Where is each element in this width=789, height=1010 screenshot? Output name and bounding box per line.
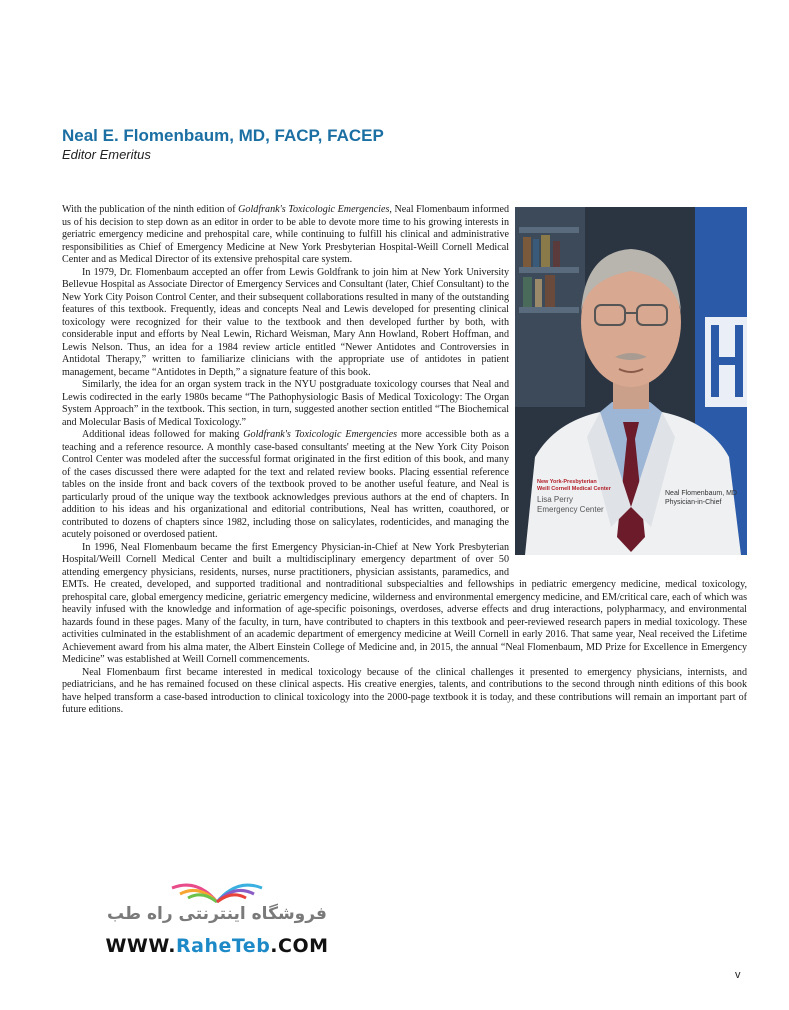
badge-line: Lisa Perry [537,495,574,504]
name-tag-line: Physician-in-Chief [665,499,722,506]
paragraph-4: Additional ideas followed for making Goldfrank's Toxicologic Emergencies more accessible both as a teaching and a reference resource. A monthly case-based consultants' meeting at the New York City Poison Control Center was modeled after the successful format originated in the first edition of this book, and many of the cases discussed there were adapted for the text and related review books. Placing essential reference tables on the inside front and back covers of the textbook proved to be another useful feature, and Neal is particularly proud of the unique way the textbook acknowledges previous authors at the end of chapters. In addition to his ideas and his organizational and editorial contributions, Neal has written, coauthored, or contributed to dozens of chapters since 1982, including those on salicylates, rodenticides, and managing the acutely poisoned or overdosed patient. [62,429,509,540]
biography-text [62,204,747,717]
book-title: Goldfrank's Toxicologic Emergencies [243,429,398,440]
paragraph-6: Neal Flomenbaum first became interested in medical toxicology because of the clinical challenges it presented to emergency physicians, internists, and pediatricians, and he has remained focused on these clinical aspects. His creative energies, talents, and contributions to the second through ninth editions of this book have helped transform a case-based introduction to clinical toxicology into the 2000-page textbook it is today, and these contributions will remain an important part of future editions. [62,666,747,715]
badge-line: New York-Presbyterian [537,479,597,485]
badge-line: Weill Cornell Medical Center [537,486,611,492]
paragraph-5: In 1996, Neal Flomenbaum became the first Emergency Physician-in-Chief at New York Presbyterian Hospital/Weill Cornell Medical Center and built a multidisciplinary emergency department of over 50 attending emergency physicians, residents, nurses, nurse practitioners, physician assistants, paramedics, and EMTs. He created, developed, and supported traditional and nontraditional subspecialties and fellowships in pediatric emergency medicine, medical toxicology, prehospital care, global emergency medicine, geriatric emergency medicine, wilderness and environmental emergency medicine, and EM/critical care, each of which was heavily infused with the knowledge and information of age-specific poisonings, overdoses, adverse effects and drug interactions, polypharmacy, and environmental hazards found in these pages. Many of the faculty, in turn, have contributed to chapters in this textbook and peer-reviewed research papers in medial toxicology. These activities culminated in the establishment of an academic department of emergency medicine at Weill Cornell in early 2016. That same year, Neal received the Lifetime Achievement award from his alma mater, the Albert Einstein College of Medicine and, in 2015, the annual “Neal Flomenbaum, MD Prize for Excellence in Emergency Medicine” was established at Weill Cornell commencements. [62,541,747,665]
shop-url[interactable]: WWW.RaheTeb.COM [105,935,329,957]
page-number: v [735,969,741,981]
name-tag-line: Neal Flomenbaum, MD [665,490,737,497]
book-title: Goldfrank's Toxicologic Emergencies [238,204,390,215]
photo-spacer [509,204,747,576]
paragraph-1: With the publication of the ninth edition of Goldfrank's Toxicologic Emergencies, Neal Flomenbaum informed us of his decision to step down as an editor in order to be able to devote more time to his growing interests in geriatric emergency medicine and prehospital care, while continuing to fulfill his clinical and administrative responsibilities as Chief of Emergency Medicine at New York Presbyterian Hospital-Weill Cornell Medical Center and as Medical Director of its extensive prehospital care system. [62,204,509,265]
shop-name: فروشگاه اینترنتی راه طب [107,904,327,924]
heading-block [62,126,384,164]
badge-line: Emergency Center [537,505,604,514]
editor-name: Neal E. Flomenbaum, MD, FACP, FACEP [62,126,384,145]
paragraph-2: In 1979, Dr. Flomenbaum accepted an offer from Lewis Goldfrank to join him at New York University Bellevue Hospital as Associate Director of Emergency Services and Consultant (later, Chief Consultant) to the New York City Poison Control Center, and their subsequent collaborations resulted in many of the outstanding features of this textbook. Frequently, ideas and concepts Neal and Lewis developed for presenting clinical toxicology were recognized for their value to the textbook and then developed further by both, with considerable input and efforts by Neal Lewin, Richard Weisman, Mary Ann Howland, Robert Hoffman, and Lewis Nelson. Thus, an idea for a 1984 review article entitled “Newer Antidotes and Controversies in Antidotal Therapy,” written to familiarize clinicians with the appropriate use of antidotes in patient management, became “Antidotes in Depth,” a signature feature of this book. [62,266,509,378]
paragraph-3: Similarly, the idea for an organ system track in the NYU postgraduate toxicology courses that Neal and Lewis codirected in the early 1980s became “The Pathophysiologic Basis of Medical Toxicology: The Organ System Approach” in the textbook. This section, in turn, suggested another section entitled “The Biochemical and Molecular Basis of Medical Toxicology.” [62,379,509,428]
editor-role: Editor Emeritus [62,147,151,162]
